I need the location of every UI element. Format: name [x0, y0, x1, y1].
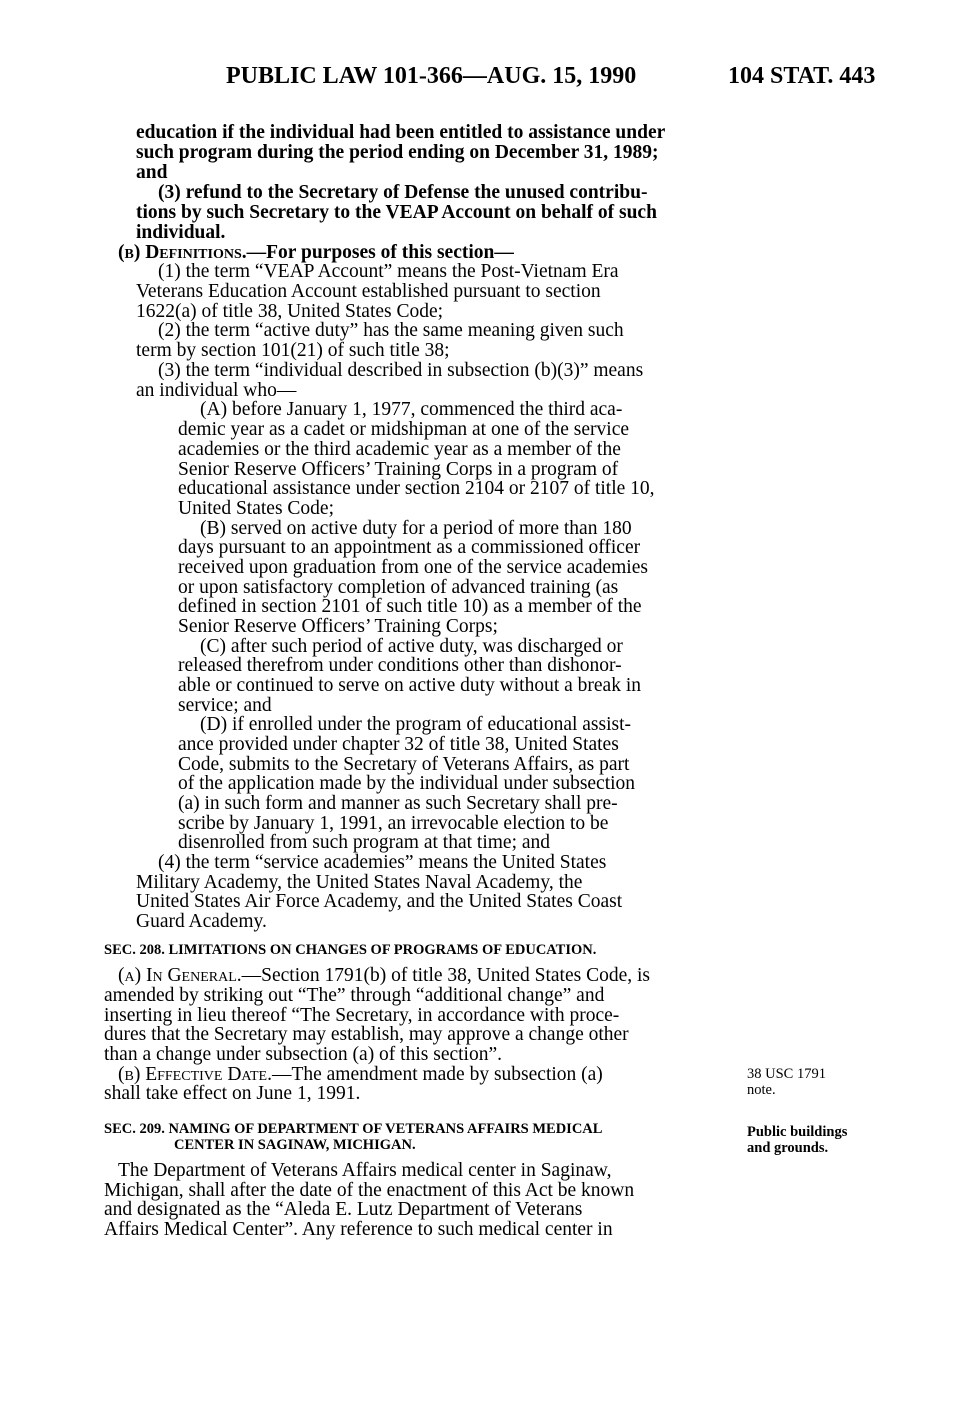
text-line: able or continued to serve on active duty without a break in	[178, 675, 641, 696]
text-line: such program during the period ending on December 31, 1989;	[136, 142, 659, 163]
effective-date-label: (b) Effective Date.	[118, 1064, 272, 1085]
text-line: (4) the term “service academies” means the United States	[158, 852, 607, 873]
definitions-label: (b) Definitions.	[118, 242, 247, 263]
text-line: Michigan, shall after the date of the enactment of this Act be known	[104, 1180, 635, 1201]
text-line: (3) refund to the Secretary of Defense the unused contribu-	[158, 182, 648, 203]
text-line: amended by striking out “The” through “additional change” and	[104, 985, 605, 1006]
margin-note-public-buildings-cont: and grounds.	[747, 1140, 829, 1156]
text-line: Guard Academy.	[136, 911, 267, 932]
text-line: ance provided under chapter 32 of title 38, United States	[178, 734, 619, 755]
text-line: Military Academy, the United States Naval Academy, the	[136, 872, 583, 893]
text-line: dures that the Secretary may establish, may approve a change other	[104, 1024, 629, 1045]
text-line: academies or the third academic year as a member of the	[178, 439, 621, 460]
text-line: and	[136, 162, 168, 183]
section-208-heading: SEC. 208. LIMITATIONS ON CHANGES OF PROGRAMS OF EDUCATION.	[104, 942, 597, 958]
text-line: demic year as a cadet or midshipman at one of the service	[178, 419, 630, 440]
text-line: released therefrom under conditions other than dishonor-	[178, 655, 622, 676]
text-line: inserting in lieu thereof “The Secretary, in accordance with proce-	[104, 1005, 620, 1026]
text-line: Senior Reserve Officers’ Training Corps;	[178, 616, 498, 637]
text-line: Senior Reserve Officers’ Training Corps in a program of	[178, 459, 619, 480]
text-line: service; and	[178, 695, 272, 716]
text-line: (C) after such period of active duty, was discharged or	[200, 636, 623, 657]
text-line: Code, submits to the Secretary of Veterans Affairs, as part	[178, 754, 630, 775]
text-line: shall take effect on June 1, 1991.	[104, 1083, 361, 1104]
section-209-heading-cont: CENTER IN SAGINAW, MICHIGAN.	[174, 1137, 416, 1153]
text-line: United States Code;	[178, 498, 334, 519]
margin-note-usc-cont: note.	[747, 1082, 776, 1098]
running-header-title: PUBLIC LAW 101-366—AUG. 15, 1990	[226, 63, 637, 89]
text-line: The Department of Veterans Affairs medical center in Saginaw,	[118, 1160, 612, 1181]
text-line: individual.	[136, 222, 226, 243]
text-line: Affairs Medical Center”. Any reference to such medical center in	[104, 1219, 613, 1240]
text-line: than a change under subsection (a) of this section”.	[104, 1044, 502, 1065]
text-line: educational assistance under section 2104 or 2107 of title 10,	[178, 478, 655, 499]
effective-date-line	[118, 1065, 603, 1085]
text-line: education if the individual had been entitled to assistance under	[136, 122, 666, 143]
in-general-text: —Section 1791(b) of title 38, United States Code, is	[241, 965, 650, 986]
text-line: (1) the term “VEAP Account” means the Post-Vietnam Era	[158, 261, 619, 282]
text-line: United States Air Force Academy, and the United States Coast	[136, 891, 623, 912]
text-line: term by section 101(21) of such title 38;	[136, 340, 450, 361]
text-line: or upon satisfactory completion of advanced training (as	[178, 577, 619, 598]
text-line: (2) the term “active duty” has the same meaning given such	[158, 320, 624, 341]
text-line: (D) if enrolled under the program of educational assist-	[200, 714, 632, 735]
text-line: days pursuant to an appointment as a commissioned officer	[178, 537, 641, 558]
effective-date-text: —The amendment made by subsection (a)	[271, 1064, 603, 1085]
definitions-text: —For purposes of this section—	[246, 242, 514, 263]
definitions-heading-line	[118, 243, 514, 263]
text-line: scribe by January 1, 1991, an irrevocable election to be	[178, 813, 609, 834]
margin-note-usc: 38 USC 1791	[747, 1066, 826, 1082]
text-line: an individual who—	[136, 380, 297, 401]
text-line: and designated as the “Aleda E. Lutz Department of Veterans	[104, 1199, 583, 1220]
text-line: (3) the term “individual described in subsection (b)(3)” means	[158, 360, 644, 381]
section-209-heading: SEC. 209. NAMING OF DEPARTMENT OF VETERANS AFFAIRS MEDICAL	[104, 1121, 603, 1137]
text-line: 1622(a) of title 38, United States Code;	[136, 301, 444, 322]
text-line: received upon graduation from one of the service academies	[178, 557, 648, 578]
page-stat-number: 104 STAT. 443	[728, 63, 876, 89]
text-line: disenrolled from such program at that time; and	[178, 832, 551, 853]
text-line: (B) served on active duty for a period of more than 180	[200, 518, 632, 539]
text-line: (a) in such form and manner as such Secretary shall pre-	[178, 793, 618, 814]
text-line: (A) before January 1, 1977, commenced the third aca-	[200, 399, 623, 420]
text-line: defined in section 2101 of such title 10) as a member of the	[178, 596, 642, 617]
margin-note-public-buildings: Public buildings	[747, 1124, 848, 1140]
text-line: of the application made by the individual under subsection	[178, 773, 636, 794]
text-line: tions by such Secretary to the VEAP Account on behalf of such	[136, 202, 657, 223]
in-general-label: (a) In General.	[118, 965, 242, 986]
text-line: Veterans Education Account established pursuant to section	[136, 281, 601, 302]
general-line	[118, 966, 650, 986]
